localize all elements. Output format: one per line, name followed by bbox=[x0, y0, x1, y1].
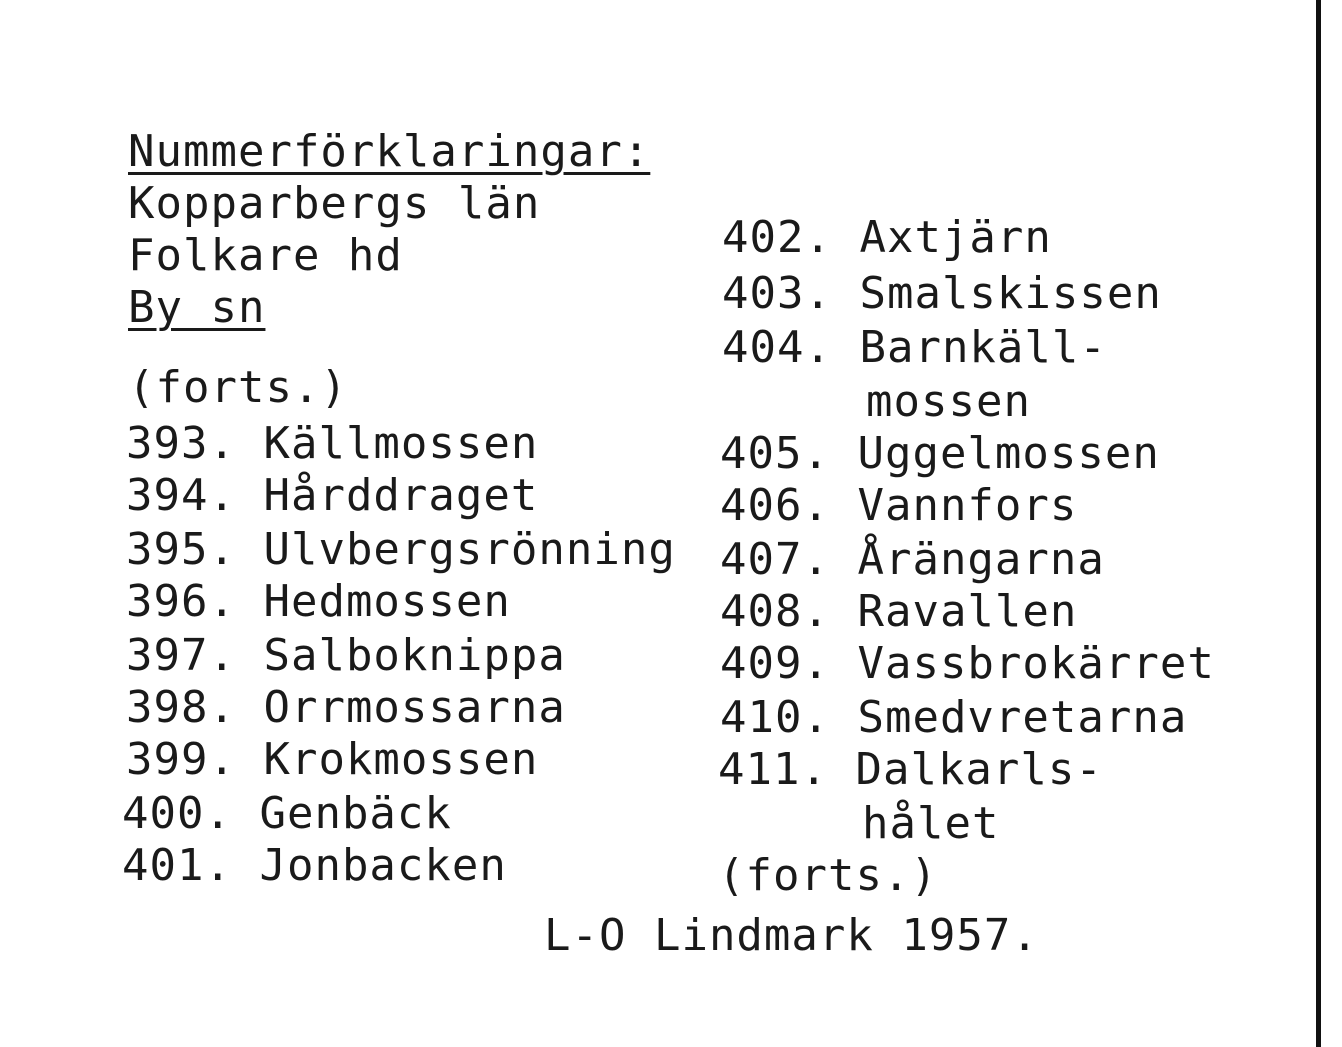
entry-number: 408. bbox=[720, 586, 830, 637]
entry-name: Hårddraget bbox=[263, 470, 539, 521]
list-item bbox=[122, 842, 507, 890]
entry-name: Smedvretarna bbox=[857, 692, 1188, 743]
county-label: Kopparbergs län bbox=[128, 178, 541, 229]
card-edge-divider bbox=[1316, 0, 1321, 1047]
entry-number: 409. bbox=[720, 638, 830, 689]
heading: Nummerförklaringar: bbox=[128, 126, 651, 177]
entry-name: Barnkäll- bbox=[859, 322, 1107, 373]
entry-name: Jonbacken bbox=[259, 840, 507, 891]
entry-number: 406. bbox=[720, 480, 830, 531]
entry-name: Källmossen bbox=[263, 418, 539, 469]
entry-continuation: hålet bbox=[862, 798, 1000, 849]
entry-continuation: mossen bbox=[866, 376, 1031, 427]
entry-name: Årängarna bbox=[857, 534, 1105, 585]
entry-name: Hedmossen bbox=[263, 576, 511, 627]
list-item bbox=[126, 578, 511, 626]
entry-name: Salboknippa bbox=[263, 630, 566, 681]
entry-name: Vassbrokärret bbox=[857, 638, 1215, 689]
list-item bbox=[718, 746, 1103, 794]
entry-number: 395. bbox=[126, 524, 236, 575]
entry-number: 407. bbox=[720, 534, 830, 585]
list-item bbox=[720, 536, 1105, 584]
parish-label: By sn bbox=[128, 282, 266, 333]
list-item bbox=[126, 420, 538, 468]
list-item bbox=[722, 214, 1052, 262]
entry-number: 404. bbox=[722, 322, 832, 373]
entry-number: 401. bbox=[122, 840, 232, 891]
entry-number: 398. bbox=[126, 682, 236, 733]
entry-number: 402. bbox=[722, 212, 832, 263]
entry-number: 405. bbox=[720, 428, 830, 479]
list-item bbox=[720, 588, 1077, 636]
entry-name: Uggelmossen bbox=[857, 428, 1160, 479]
list-item bbox=[720, 694, 1187, 742]
entry-name: Smalskissen bbox=[859, 268, 1162, 319]
entry-number: 400. bbox=[122, 788, 232, 839]
list-item bbox=[722, 270, 1162, 318]
list-item bbox=[126, 526, 676, 574]
list-item bbox=[126, 472, 538, 520]
list-item bbox=[126, 684, 566, 732]
list-item bbox=[720, 640, 1215, 688]
signature: L-O Lindmark 1957. bbox=[544, 910, 1039, 961]
entry-name: Krokmossen bbox=[263, 734, 539, 785]
entry-number: 399. bbox=[126, 734, 236, 785]
list-item bbox=[720, 430, 1160, 478]
list-item bbox=[122, 790, 452, 838]
entry-number: 396. bbox=[126, 576, 236, 627]
entry-name: Ravallen bbox=[857, 586, 1078, 637]
list-item bbox=[720, 482, 1077, 530]
entry-number: 411. bbox=[718, 744, 828, 795]
entry-number: 393. bbox=[126, 418, 236, 469]
entry-number: 394. bbox=[126, 470, 236, 521]
entry-name: Genbäck bbox=[259, 788, 452, 839]
entry-number: 403. bbox=[722, 268, 832, 319]
entry-number: 410. bbox=[720, 692, 830, 743]
entry-name: Axtjärn bbox=[859, 212, 1052, 263]
entry-name: Ulvbergsrönning bbox=[263, 524, 676, 575]
entry-name: Dalkarls- bbox=[855, 744, 1103, 795]
entry-number: 397. bbox=[126, 630, 236, 681]
district-label: Folkare hd bbox=[128, 230, 403, 281]
right-continued-label: (forts.) bbox=[718, 850, 938, 901]
left-continued-label: (forts.) bbox=[128, 362, 348, 413]
entry-name: Orrmossarna bbox=[263, 682, 566, 733]
list-item bbox=[126, 736, 538, 784]
entry-name: Vannfors bbox=[857, 480, 1078, 531]
list-item bbox=[126, 632, 566, 680]
list-item bbox=[722, 324, 1107, 372]
